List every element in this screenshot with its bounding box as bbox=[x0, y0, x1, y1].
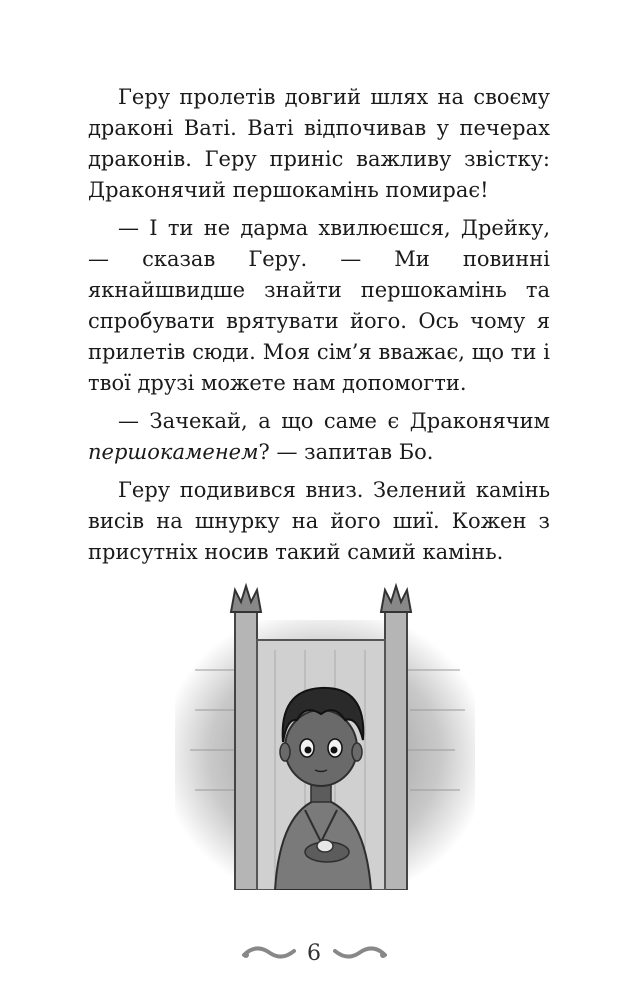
page-footer bbox=[0, 935, 629, 975]
paragraph-3 bbox=[88, 406, 550, 468]
boy-face bbox=[285, 710, 357, 786]
left-post bbox=[235, 610, 257, 890]
paragraph-3-start: — Зачекай, а що саме є Драконячим bbox=[118, 409, 550, 433]
right-swash-icon bbox=[332, 939, 387, 967]
left-post-top bbox=[231, 586, 261, 612]
page-text bbox=[88, 82, 550, 575]
page-number: 6 bbox=[307, 941, 321, 966]
stone-icon bbox=[317, 840, 333, 852]
paragraph-2: — І ти не дарма хвилюєшся, Дрейку, — сказав Геру. — Ми повинні якнайшвидше знайти першокамінь та спробувати врятувати його. Ось чому я прилетів сюди. Моя сім’я вважає, що ти і твої друзі можете нам допомогти. bbox=[88, 216, 550, 395]
paragraph-4: Геру подивився вниз. Зелений камінь висів на шнурку на його шиї. Кожен з присутніх носив такий самий камінь. bbox=[88, 478, 550, 564]
paragraph-3-end: ? — запитав Бо. bbox=[258, 440, 434, 464]
paragraph-1: Геру пролетів довгий шлях на своєму драконі Ваті. Ваті відпочивав у печерах драконів. Геру приніс важливу звістку: Драконячий першокамінь помирає! bbox=[88, 85, 550, 202]
left-swash-icon bbox=[242, 939, 297, 967]
right-post-top bbox=[381, 586, 411, 612]
right-post bbox=[385, 610, 407, 890]
paragraph-3-emphasis: першокаменем bbox=[88, 440, 259, 464]
boy-at-doorway-illustration bbox=[175, 580, 475, 890]
